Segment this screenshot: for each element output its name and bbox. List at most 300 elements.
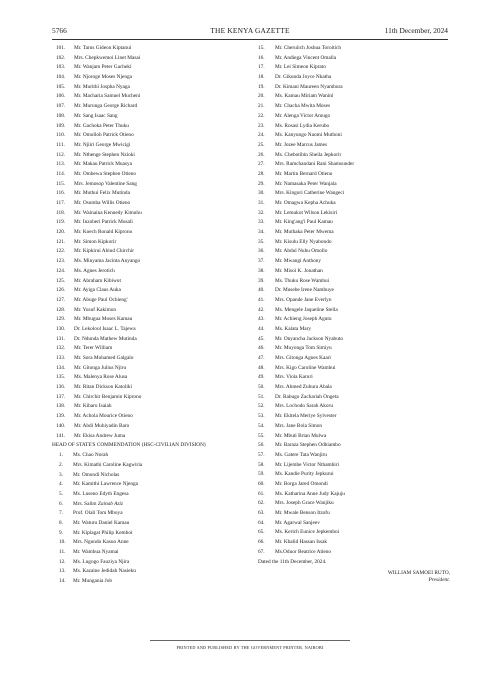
item-number: 103. [56,64,66,71]
awardee-name [74,199,248,209]
item-number: 120. [56,229,66,236]
list-item [258,151,450,161]
awardee-name [275,422,450,432]
item-number: 28. [258,170,265,177]
awardee-name [275,519,450,529]
awardee-name-text: Mr. Chirchir Benjamin Kiprono [74,393,142,400]
item-number: 51. [258,393,265,400]
list-item [56,189,248,199]
awardee-name-text: Mr. Mwangi Anthony [275,258,322,265]
awardee-name [275,151,450,161]
list-item [56,131,248,141]
awardee-name-text: Mr. Simon Kipkorir [74,238,117,245]
list-item [258,286,450,296]
list-item [56,451,248,461]
list-item [258,325,450,335]
list-item [258,509,450,519]
list-item [56,151,248,161]
awardee-name-text: Mr. Gitonga Julius Njiru [74,364,127,371]
awardee-name [74,238,248,248]
list-item [56,122,248,132]
awardee-name-text: Mr. Ekisa Andrew Juma [74,432,126,439]
item-number: 58. [258,461,265,468]
awardee-name [275,44,450,54]
awardee-name-text: Mr. Yusuf Kakimon [74,306,117,313]
awardee-name [73,480,248,490]
awardee-name [275,432,450,442]
list-item [258,122,450,132]
awardee-name [275,63,450,73]
page-number: 5766 [52,26,67,35]
awardee-name [73,529,248,539]
awardee-name-text: Mr. Namasaka Peter Wanjala [275,180,337,187]
list-item [56,228,248,238]
item-number: 39. [258,277,265,284]
awardee-name [275,315,450,325]
awardee-name [74,247,248,257]
awardee-name [74,296,248,306]
awardee-name [275,325,450,335]
hsc-awardee-list [56,451,248,587]
awardee-name [74,228,248,238]
awardee-name [275,122,450,132]
awardee-name [275,238,450,248]
list-item [56,63,248,73]
awardee-name-text: Mr. Muyonga Tom Simiyu [275,345,332,352]
item-number: 67. [258,548,265,555]
awardee-name [275,528,450,538]
dated-line: Dated the 11th December, 2024. [258,559,327,566]
item-number: 115. [56,180,66,187]
awardee-name [275,141,450,151]
awardee-name [74,83,248,93]
list-item [258,180,450,190]
awardee-name-text: Ms. Agnes Jerotich [74,267,115,274]
awardee-name [275,92,450,102]
awardee-name-text: Mr. Alenga Victor Amugo [275,112,331,119]
item-number: 5. [59,490,63,497]
list-item [56,383,248,393]
item-number: 29. [258,180,265,187]
item-number: 37. [258,258,265,265]
list-item [56,296,248,306]
awardee-name [74,402,248,412]
list-item [56,471,248,481]
awardee-name [74,393,248,403]
item-number: 3. [59,471,63,478]
list-item [258,528,450,538]
list-item [258,228,450,238]
awardee-name-text: Mr. Osumba Willis Otieno [74,200,131,206]
list-item [56,325,248,335]
list-item [56,402,248,412]
list-item [258,470,450,480]
awardee-name [275,441,450,451]
awardee-name-text: Ms. Minyama Jacinta Anyango [74,258,141,265]
item-number: 130. [56,325,66,332]
list-item [258,451,450,461]
awardee-name-text: Mr. Wambua Nyamai [73,549,119,556]
awardee-name [74,189,248,199]
list-item [56,364,248,374]
hsc-awardee-list-continued [258,44,450,557]
awardee-name [275,247,450,257]
item-number: 139. [56,413,66,420]
list-item [258,131,450,141]
awardee-name-text: Mr. Njoroge Moses Njenga [74,74,132,81]
awardee-name [275,73,450,83]
list-item [258,480,450,490]
item-number: 25. [258,141,265,148]
item-number: 7. [59,510,63,517]
awardee-name-text: Mr. Ayiga Claus Auka [74,287,121,294]
list-item [258,432,450,442]
awardee-name-text: Mr. Kamithi Lawrence Njenga [73,481,139,488]
item-number: 118. [56,209,66,216]
item-number: 131. [56,335,66,342]
item-number: 137. [56,393,66,400]
awardee-name-text: Mrs. Ngundo Kasuo Anne [73,539,129,546]
list-item [258,548,450,558]
list-item [56,393,248,403]
awardee-name-text: Mr. Mwale Benson Itzofu [275,510,330,516]
list-item [56,160,248,170]
awardee-name-italic: Zainab Aziz [97,500,123,507]
awardee-name-text: Mr. Wanjam Peter Gacheki [74,64,132,71]
awardee-name-text: Mrs. Viola Karuri [275,374,313,381]
awardee-name-text: Mr. Andiega Vincent Omalla [275,54,337,61]
list-item [56,218,248,228]
item-number: 45. [258,335,265,342]
list-item [56,344,248,354]
awardee-name [275,102,450,112]
right-column [258,44,450,584]
awardee-name-text: Ms. Chao Norah [73,452,109,459]
item-number: 34. [258,229,265,236]
list-item [56,277,248,287]
signatory-role: President. [428,577,450,584]
awardee-list-continued [56,44,248,441]
item-number: 54. [258,422,265,429]
list-item [56,92,248,102]
list-item [56,500,248,510]
awardee-name-text: Mr. Onyancha Jackson Nyabuto [275,335,343,342]
awardee-name [74,141,248,151]
list-item [258,519,450,529]
item-number: 11. [59,549,66,556]
list-item [56,577,248,587]
item-number: 32. [258,209,265,216]
awardee-name-text: Mr. Martin Bernard Otieno [275,170,333,177]
awardee-name-text: Ms. Kandie Purity Jepkurui [275,471,334,478]
list-item [258,538,450,548]
list-item [258,315,450,325]
item-number: 14. [59,578,66,585]
item-number: 135. [56,374,66,381]
list-item [258,412,450,422]
awardee-name-text: Mr. Lijembe Victor Nthambiri [275,461,340,468]
awardee-name-text: Mr. Kisulu Elly Nyabondo [275,238,332,245]
awardee-name [275,451,450,461]
awardee-name-text: Mrs. Opande Jane Everlyn [275,296,332,303]
awardee-name [275,499,450,509]
list-item [56,257,248,267]
item-number: 110. [56,132,66,139]
awardee-name-text: Mrs. Salim [73,500,98,507]
awardee-name [74,325,248,335]
awardee-name-text: Mrs. Joseph Grace Wanjiku [275,500,334,507]
awardee-name [74,286,248,296]
awardee-name-text: Mrs. Kingori Catherine Wangeci [275,190,345,197]
list-item [258,277,450,287]
awardee-name [74,335,248,345]
awardee-name [275,393,450,403]
awardee-name [74,63,248,73]
item-number: 2. [59,461,63,468]
list-item [258,267,450,277]
awardee-name [74,373,248,383]
awardee-name-text: Ms. Malenya Rose Alusa [74,374,128,381]
awardee-name [73,558,248,568]
awardee-name [275,490,450,500]
item-number: 6. [59,500,63,507]
awardee-name [74,364,248,374]
awardee-name [275,199,450,209]
awardee-name-text: Dr. Lekolool Isaac L. Tajewa [74,325,136,332]
item-number: 102. [56,54,66,61]
awardee-name-text: Prof. Olali Tom Mboya [73,510,123,517]
section-heading: HEAD OF STATE'S COMMENDATION (HSC-CIVILIAN DIVISION) [52,442,206,449]
list-item [56,412,248,422]
awardee-name-text: Mr. Abdi Muhiyadin Baro [74,422,130,429]
awardee-name [275,538,450,548]
item-number: 140. [56,422,66,429]
awardee-name [74,412,248,422]
item-number: 132. [56,345,66,352]
item-number: 13. [59,568,66,575]
awardee-name [275,509,450,519]
list-item [56,548,248,558]
awardee-name-text: Mr. Achieng Joseph Agutu [275,316,332,323]
awardee-name-text: Ms. Thuku Rose Wambui [275,277,330,284]
awardee-name-text: Mr. Omolloh Patrick Otieno [74,132,134,139]
item-number: 12. [59,558,66,565]
item-number: 16. [258,54,265,61]
awardee-name [275,170,450,180]
signature-block [258,570,450,584]
list-item [258,499,450,509]
awardee-name [74,151,248,161]
item-number: 119. [56,219,66,226]
awardee-name [74,131,248,141]
item-number: 20. [258,93,265,100]
awardee-name-text: Mrs. Kimathi Caroline Kagwiria [73,461,143,468]
item-number: 8. [59,520,63,526]
item-number: 128. [56,306,66,313]
awardee-name [275,277,450,287]
awardee-name-text: Mr. Waturu Daniel Kamau [73,520,130,526]
item-number: 41. [258,296,265,303]
item-number: 1. [59,452,63,459]
awardee-name-text: Mr. Borga Jared Omondi [275,480,328,487]
item-number: 23. [258,122,265,129]
awardee-name-text: Ms.Oduor Beatrice Atieno [275,548,332,555]
item-number: 113. [56,161,66,168]
item-number: 31. [258,200,265,206]
item-number: 52. [258,403,265,410]
awardee-name [74,344,248,354]
item-number: 141. [56,432,66,439]
awardee-name [275,364,450,374]
awardee-name [275,548,450,558]
awardee-name [74,277,248,287]
item-number: 43. [258,316,265,323]
item-number: 101. [56,45,66,51]
item-number: 55. [258,432,265,439]
awardee-name [275,209,450,219]
footer-rule [150,640,350,641]
awardee-name-text: Mrs. Jane Bola Simon [275,422,323,429]
list-item [56,238,248,248]
awardee-name-text: Mr. Gachoka Peter Thuku [74,122,129,129]
list-item [56,529,248,539]
awardee-name-text: Ms. Lugogo Fauziya Njira [73,558,130,565]
list-item [56,490,248,500]
awardee-name [275,267,450,277]
awardee-name-text: Mr. Misoi K. Jonathan [275,267,323,274]
awardee-name-text: Ms. Chebotibin Sheila Jepkorir [275,151,342,158]
awardee-name [73,519,248,529]
awardee-name-text: Mr. Macharia Samuel Mucheni [74,93,141,100]
item-number: 138. [56,403,66,410]
list-item [56,538,248,548]
list-item [258,73,450,83]
awardee-name-text: Mr. Inzoberi Patrick Musali [74,219,133,226]
awardee-name-text: Ms. Katharina Anne Judy Kajuju [275,490,345,497]
list-item [258,238,450,248]
item-number: 27. [258,161,265,168]
awardee-name-text: Mr. King'ang'i Paul Kamau [275,219,333,226]
list-item [258,441,450,451]
list-item [56,267,248,277]
item-number: 15. [258,45,265,51]
printer-footer: PRINTED AND PUBLISHED BY THE GOVERNMENT PRINTER, NAIROBI [176,645,324,650]
item-number: 18. [258,74,265,81]
awardee-name [74,170,248,180]
list-item [258,189,450,199]
awardee-name-text: Mr. Chacha Mwita Moses [275,103,331,110]
list-item [56,247,248,257]
item-number: 38. [258,267,265,274]
awardee-name-text: Ms. Kalata Mary [275,325,312,332]
list-item [258,170,450,180]
awardee-name-text: Mr. Koech Ronald Kiprono [74,229,133,236]
awardee-name-text: Mrs. Gitonga Agnes Kaari [275,355,331,361]
list-item [56,373,248,383]
item-number: 61. [258,490,265,497]
list-item [258,402,450,412]
awardee-name [275,296,450,306]
awardee-name-text: Dr. Rabugo Zachariah Ongeta [275,393,339,400]
item-number: 4. [59,481,63,488]
awardee-name [73,471,248,481]
awardee-name-text: Mr. Cheruiich Joshua Toroitich [275,45,342,51]
awardee-name [275,131,450,141]
list-item [258,296,450,306]
awardee-name [74,102,248,112]
awardee-name [73,451,248,461]
item-number: 109. [56,122,66,129]
awardee-name-text: Mrs. Lochodo Sarah Akoru [275,403,333,410]
list-item [56,73,248,83]
item-number: 104. [56,74,66,81]
header-rule [52,39,448,40]
item-number: 124. [56,267,66,274]
item-number: 48. [258,364,265,371]
list-item [258,490,450,500]
awardee-name-text: Mr. Kiplagat Philip Kemboi [73,529,133,536]
awardee-name-text: Ms. Kanyungo Naomi Muthoni [275,132,342,139]
item-number: 35. [258,238,265,245]
awardee-name-text: Mr. Nthenge Stephen Nzioki [74,151,135,158]
awardee-name [275,335,450,345]
awardee-name-text: Ms. Kamau Miriam Wanini [275,93,334,100]
list-item [258,83,450,93]
item-number: 66. [258,539,265,546]
awardee-name [275,461,450,471]
list-item [56,209,248,219]
awardee-name [275,402,450,412]
list-item [56,54,248,64]
awardee-name-text: Mr. Ombewa Stephen Otieno [74,170,137,177]
item-number: 40. [258,287,265,294]
awardee-name [275,228,450,238]
awardee-name-text: Mr. Jozee Marcus James [275,141,328,148]
item-number: 60. [258,480,265,487]
item-number: 53. [258,413,265,420]
item-number: 65. [258,529,265,536]
list-item [258,461,450,471]
item-number: 134. [56,364,66,371]
list-item [56,83,248,93]
awardee-name-text: Mr. Terer William [74,345,113,352]
list-item [258,160,450,170]
awardee-name [73,577,248,587]
awardee-name [275,383,450,393]
list-item [56,199,248,209]
awardee-name [275,160,450,170]
awardee-name [73,548,248,558]
item-number: 22. [258,112,265,119]
list-item [56,112,248,122]
awardee-name [74,209,248,219]
item-number: 114. [56,170,66,177]
list-item [56,432,248,442]
awardee-name [73,461,248,471]
awardee-name [275,189,450,199]
item-number: 108. [56,112,66,119]
awardee-name-text: Mr. Njiiri George Mwicigi [74,141,131,148]
awardee-name [275,83,450,93]
awardee-name [275,480,450,490]
list-item [258,54,450,64]
awardee-name [74,44,248,54]
awardee-name [275,470,450,480]
item-number: 33. [258,219,265,226]
awardee-name [74,122,248,132]
item-number: 121. [56,238,66,245]
item-number: 107. [56,103,66,110]
